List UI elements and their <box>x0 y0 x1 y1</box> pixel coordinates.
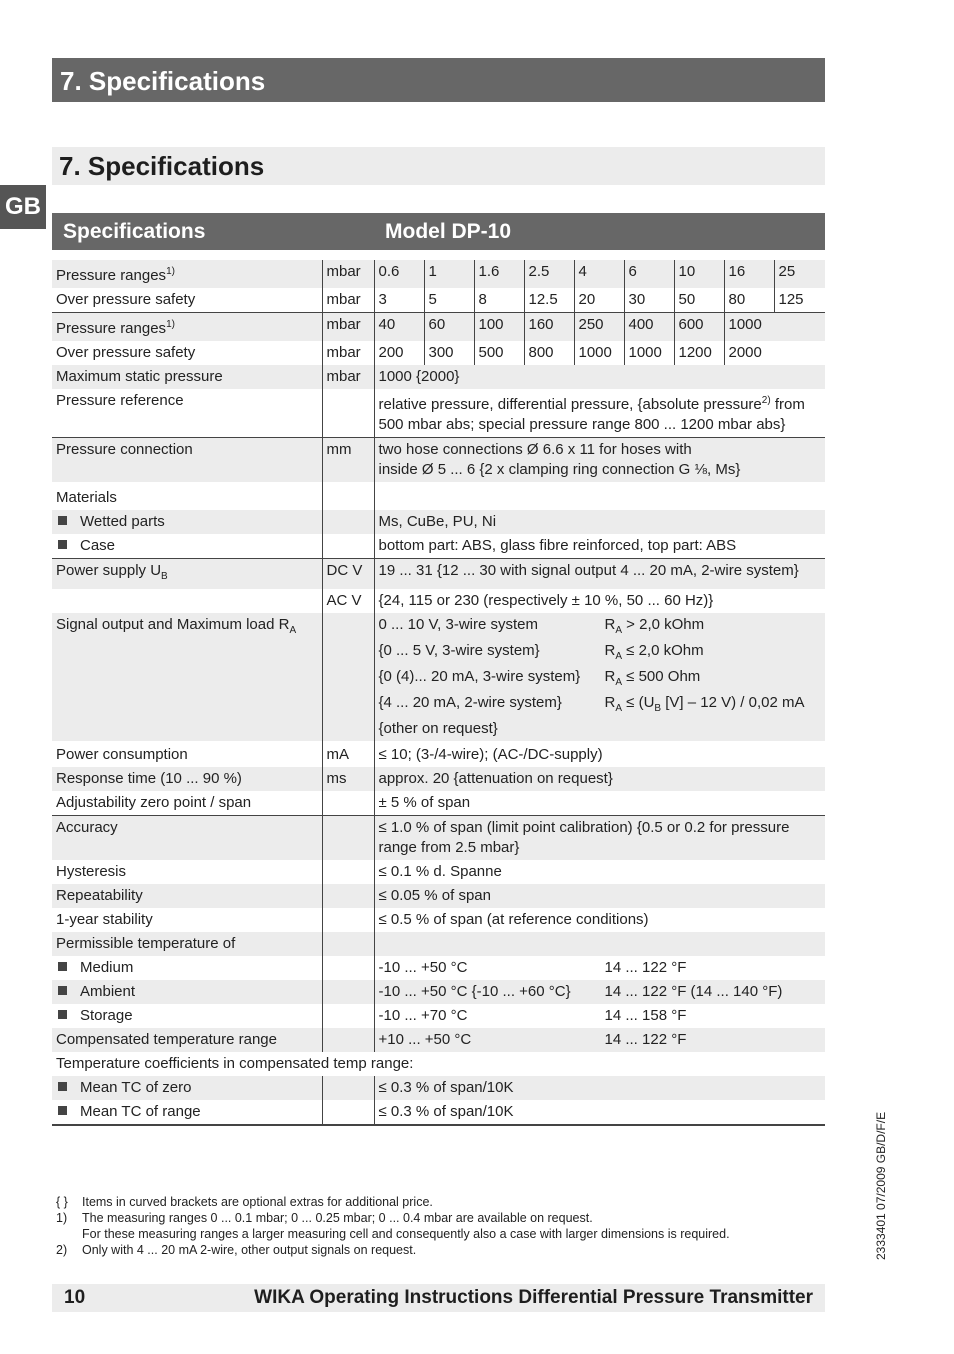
range-value: 25 <box>774 260 825 288</box>
row-unit: AC V <box>322 589 374 613</box>
bullet-square-icon <box>58 516 67 525</box>
range-value: 2000 <box>728 344 762 361</box>
row-unit: mbar <box>322 260 374 288</box>
row-unit: mm <box>322 438 374 483</box>
range-value: 60 <box>424 313 474 342</box>
table-row <box>52 884 825 908</box>
row-label: Maximum static pressure <box>52 365 322 389</box>
range-value: 40 <box>374 313 424 342</box>
table-row: Pressure ranges$^{1)}$ mbar 40 60 100 160 250 400 600 1000 <box>52 313 825 342</box>
row-label: Mean TC of zero <box>80 1079 192 1096</box>
range-value: 8 <box>474 288 524 313</box>
range-value: 12.5 <box>524 288 574 313</box>
range-value: 600 <box>674 313 724 342</box>
row-unit: mbar <box>322 288 374 313</box>
chapter-title: 7. Specifications <box>60 66 266 96</box>
range-value: 1.6 <box>474 260 524 288</box>
row-label: Temperature coefficients in compensated temp range: <box>56 1055 414 1072</box>
range-value: 100 <box>474 313 524 342</box>
bullet-square-icon <box>58 1082 67 1091</box>
row-value: ≤ 0.5 % of span (at reference conditions) <box>378 911 649 928</box>
table-row <box>52 1100 825 1125</box>
table-header-left: Specifications <box>63 220 206 243</box>
row-label: Compensated temperature range <box>52 1028 322 1052</box>
table-row <box>52 482 825 510</box>
row-label: Pressure reference <box>52 389 322 438</box>
row-label: Storage <box>80 1007 133 1024</box>
range-value: 2.5 <box>524 260 574 288</box>
table-row <box>52 589 825 613</box>
table-row <box>52 389 825 438</box>
row-label: Materials <box>52 482 322 510</box>
row-value: ≤ 0.05 % of span <box>374 884 825 908</box>
row-label: Signal output and Maximum load R <box>56 616 290 633</box>
row-unit: mbar <box>322 313 374 342</box>
range-value: 1000 <box>724 313 825 342</box>
row-value: two hose connections Ø 6.6 x 11 for hoses with inside Ø 5 ... 6 {2 x clamping ring connection G ⅛, Ms} <box>374 438 825 483</box>
row-label: Accuracy <box>52 816 322 861</box>
range-value: 20 <box>574 288 624 313</box>
range-value: 500 <box>474 341 524 365</box>
range-value: 1200 <box>674 341 724 365</box>
table-row <box>52 438 825 483</box>
table-row: Compensated temperature range +10 ... +50 °C 14 ... 122 °F <box>52 1028 825 1052</box>
range-value: 0.6 <box>374 260 424 288</box>
section-title-bar <box>52 147 825 185</box>
table-row <box>52 288 825 313</box>
row-label: Response time (10 ... 90 %) <box>52 767 322 791</box>
spec-table <box>52 260 825 1126</box>
row-value: bottom part: ABS, glass fibre reinforced, top part: ABS <box>378 537 737 554</box>
table-row <box>52 365 825 389</box>
range-value: 16 <box>724 260 774 288</box>
row-label: Medium <box>80 959 134 976</box>
row-label: Repeatability <box>52 884 322 908</box>
row-label: Pressure ranges <box>56 320 167 337</box>
table-row: Storage -10 ... +70 °C 14 ... 158 °F <box>52 1004 825 1028</box>
range-value: 800 <box>524 341 574 365</box>
row-value: ≤ 0.3 % of span/10K <box>374 1076 825 1100</box>
row-label: Over pressure safety <box>52 341 322 365</box>
range-value: 1 <box>424 260 474 288</box>
range-value: 80 <box>724 288 774 313</box>
chapter-header-bar <box>52 58 825 102</box>
page-footer <box>52 1284 825 1312</box>
range-value: 1000 <box>574 341 624 365</box>
row-label: 1-year stability <box>52 908 322 932</box>
table-row <box>52 534 825 559</box>
language-tab: GB <box>0 185 46 229</box>
range-value: 250 <box>574 313 624 342</box>
range-value: 6 <box>624 260 674 288</box>
range-value: 1000 <box>624 341 674 365</box>
bullet-square-icon <box>58 1106 67 1115</box>
row-value: ± 5 % of span <box>378 794 471 811</box>
table-row <box>52 510 825 534</box>
row-label: Wetted parts <box>80 513 165 530</box>
table-row: Signal output and Maximum load $R_A$ 0 ... 10 V, 3-wire system $R_A > 2,0$ kOhm {0 ... 5 V, 3-wire system} $R_A \le 2,0$ kOhm {0 (4)... 20 mA, 3-wire system} $R_A \le 500$ Ohm {4 ... 20 mA, 2-wire system} $R_A \le (U_B$ [V] – 12 V) / 0,02 mA {other on request} <box>52 613 825 741</box>
row-value: {24, 115 or 230 (respectively ± 10 %, 50 ... 60 Hz)} <box>378 592 714 609</box>
row-label: Over pressure safety <box>52 288 322 313</box>
footer-title: WIKA Operating Instructions Differential Pressure Transmitter <box>254 1287 813 1308</box>
bullet-square-icon <box>58 962 67 971</box>
bullet-square-icon <box>58 986 67 995</box>
table-row: Pressure ranges$^{1)}$ mbar 0.6 1 1.6 2.5 4 6 10 16 25 <box>52 260 825 288</box>
table-row <box>52 1076 825 1100</box>
row-unit: mA <box>322 741 374 767</box>
table-row <box>52 767 825 791</box>
row-value: approx. 20 {attenuation on request} <box>374 767 825 791</box>
section-title: 7. Specifications <box>59 151 265 181</box>
row-label: Power consumption <box>52 741 322 767</box>
row-value: ≤ 1.0 % of span (limit point calibration) {0.5 or 0.2 for pressure range from 2.5 mbar} <box>374 816 825 861</box>
table-row: Power supply $U_B$ DC V 19 ... 31 {12 ... 30 with signal output 4 ... 20 mA, 2-wire system} <box>52 559 825 590</box>
row-value: Ms, CuBe, PU, Ni <box>374 510 825 534</box>
table-row <box>52 908 825 932</box>
range-value: 3 <box>374 288 424 313</box>
footnotes: { } Items in curved brackets are optional extras for additional price. 1) The measuring ranges 0 ... 0.1 mbar; 0 ... 0.25 mbar; 0 ... 0.4 mbar are available on request. For these measuring ranges a larger measuring cell and consequently also a case with larger dimensions is required. 2) Only with 4 ... 20 mA 2-wire, other output signals on request. <box>56 1195 730 1257</box>
row-value: ≤ 10; (3-/4-wire); (AC-/DC-supply) <box>378 746 603 763</box>
row-label: Permissible temperature of <box>52 932 322 956</box>
table-row <box>52 791 825 816</box>
range-value: 125 <box>778 291 804 308</box>
row-label: Power supply U <box>56 562 162 579</box>
table-row: Medium -10 ... +50 °C 14 ... 122 °F <box>52 956 825 980</box>
row-label: Adjustability zero point / span <box>52 791 322 816</box>
table-row <box>52 341 825 365</box>
range-value: 5 <box>424 288 474 313</box>
row-value: relative pressure, differential pressure, {absolute pressure$^{2)}$ from 500 mbar abs; special pressure range 800 ... 1200 mbar abs} <box>378 395 805 433</box>
row-label: Ambient <box>80 983 136 1000</box>
table-row <box>52 741 825 767</box>
row-unit: mbar <box>322 365 374 389</box>
row-value: ≤ 0.3 % of span/10K <box>374 1100 825 1125</box>
range-value: 50 <box>674 288 724 313</box>
table-row <box>52 860 825 884</box>
range-value: 4 <box>574 260 624 288</box>
range-value: 30 <box>624 288 674 313</box>
range-value: 400 <box>624 313 674 342</box>
row-value: 0 ... 10 V, 3-wire system $R_A > 2,0$ kOhm {0 ... 5 V, 3-wire system} $R_A \le 2,0$ kOhm {0 (4)... 20 mA, 3-wire system} $R_A \le 500$ Ohm {4 ... 20 mA, 2-wire system} $R_A \le (U_B$ [V] – 12 V) / 0,02 mA {other on request} <box>374 613 825 741</box>
row-label: Pressure ranges <box>56 267 167 284</box>
table-header <box>52 213 825 250</box>
row-label: Pressure connection <box>52 438 322 483</box>
table-row <box>52 932 825 956</box>
page-number: 10 <box>64 1287 86 1308</box>
table-header-right: Model DP-10 <box>385 220 512 243</box>
table-row <box>52 1052 825 1076</box>
row-value: 19 ... 31 {12 ... 30 with signal output 4 ... 20 mA, 2-wire system} <box>374 559 825 590</box>
table-row <box>52 816 825 861</box>
bullet-square-icon <box>58 540 67 549</box>
row-label: Hysteresis <box>52 860 322 884</box>
row-unit: mbar <box>322 341 374 365</box>
range-value: 200 <box>374 341 424 365</box>
range-value: 300 <box>424 341 474 365</box>
row-value: ≤ 0.1 % d. Spanne <box>378 863 502 880</box>
range-value: 10 <box>674 260 724 288</box>
row-unit: DC V <box>322 559 374 590</box>
row-label: Case <box>80 537 116 554</box>
range-value: 160 <box>524 313 574 342</box>
bullet-square-icon <box>58 1010 67 1019</box>
row-unit: ms <box>322 767 374 791</box>
row-label: Mean TC of range <box>80 1103 201 1120</box>
row-value: 1000 {2000} <box>374 365 825 389</box>
table-row: Ambient -10 ... +50 °C {-10 ... +60 °C} 14 ... 122 °F (14 ... 140 °F) <box>52 980 825 1004</box>
document-id: 2333401 07/2009 GB/D/F/E <box>874 1111 888 1260</box>
